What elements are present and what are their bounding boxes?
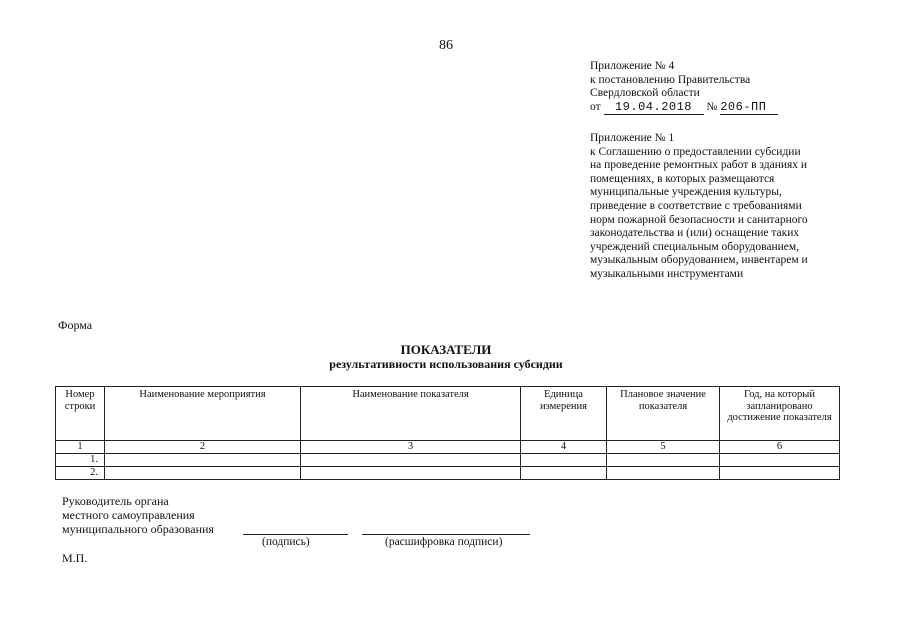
- document-title: ПОКАЗАТЕЛИ: [400, 342, 492, 357]
- appendix-1-line: музыкальным оборудованием, инвентарем и: [590, 254, 808, 267]
- column-number: 3: [301, 441, 521, 454]
- table-cell: [301, 467, 521, 480]
- signature-decoding-line: [362, 534, 530, 535]
- appendix-1-line: музыкальными инструментами: [590, 267, 744, 280]
- header-target-year: Год, на который запланировано достижение показателя: [720, 387, 840, 441]
- header-unit: Единица измерения: [521, 387, 607, 441]
- appendix-4-title: Приложение № 4: [590, 60, 675, 72]
- table-cell: [720, 454, 840, 467]
- appendix-1-line: норм пожарной безопасности и санитарного: [590, 213, 808, 226]
- column-numbers-row: [56, 441, 840, 454]
- appendix-1-line: к Соглашению о предоставлении субсидии: [590, 145, 801, 158]
- appendix-1-line: учреждений специальным оборудованием,: [590, 240, 800, 253]
- stamp-label: М.П.: [62, 551, 88, 565]
- table-row: [56, 454, 840, 467]
- table-cell: [521, 454, 607, 467]
- column-number: 1: [56, 441, 105, 454]
- appendix-4-date-line: [590, 101, 778, 116]
- page-number: 86: [439, 38, 453, 53]
- column-number: 2: [105, 441, 301, 454]
- header-row-number: Номер строки: [56, 387, 105, 441]
- appendix-1-line: муниципальные учреждения культуры,: [590, 186, 782, 199]
- signature-line: [243, 534, 348, 535]
- appendix-4-header: [590, 60, 778, 115]
- table-cell: [521, 467, 607, 480]
- table-cell: [720, 467, 840, 480]
- column-number: 5: [607, 441, 720, 454]
- decoding-caption: (расшифровка подписи): [385, 536, 503, 548]
- row-number: 1.: [56, 454, 105, 467]
- signatory-line: Руководитель органа: [62, 494, 169, 508]
- appendix-1-line: помещениях, в которых размещаются: [590, 172, 775, 185]
- appendix-1-line: приведение в соответствие с требованиями: [590, 199, 802, 212]
- signatory-line: местного самоуправления: [62, 508, 195, 522]
- signatory-line: муниципального образования: [62, 522, 214, 536]
- table-header-row: [56, 387, 840, 441]
- decree-number: 206-ПП: [720, 101, 778, 116]
- appendix-1-header: [590, 132, 850, 282]
- header-planned-value: Плановое значение показателя: [607, 387, 720, 441]
- column-number: 6: [720, 441, 840, 454]
- number-prefix: №: [706, 100, 718, 113]
- table-cell: [607, 467, 720, 480]
- column-number: 4: [521, 441, 607, 454]
- appendix-1-line: законодательства и (или) оснащение таких: [590, 227, 800, 240]
- row-number: 2.: [56, 467, 105, 480]
- indicators-table: [55, 386, 840, 480]
- form-label: Форма: [58, 318, 93, 332]
- date-prefix: от: [590, 100, 601, 113]
- decree-date: 19.04.2018: [604, 101, 704, 116]
- appendix-4-line-1: к постановлению Правительства: [590, 73, 751, 86]
- appendix-1-line: на проведение ремонтных работ в зданиях и: [590, 159, 808, 172]
- signature-caption: (подпись): [262, 536, 310, 548]
- appendix-1-title: Приложение № 1: [590, 132, 675, 144]
- header-indicator-name: Наименование показателя: [301, 387, 521, 441]
- appendix-4-line-2: Свердловской области: [590, 87, 700, 99]
- header-activity-name: Наименование мероприятия: [105, 387, 301, 441]
- table-cell: [105, 467, 301, 480]
- signatory-block: [62, 494, 214, 536]
- table-cell: [105, 454, 301, 467]
- table-row: [56, 467, 840, 480]
- document-subtitle: результативности использования субсидии: [329, 357, 563, 371]
- table-cell: [301, 454, 521, 467]
- table-cell: [607, 454, 720, 467]
